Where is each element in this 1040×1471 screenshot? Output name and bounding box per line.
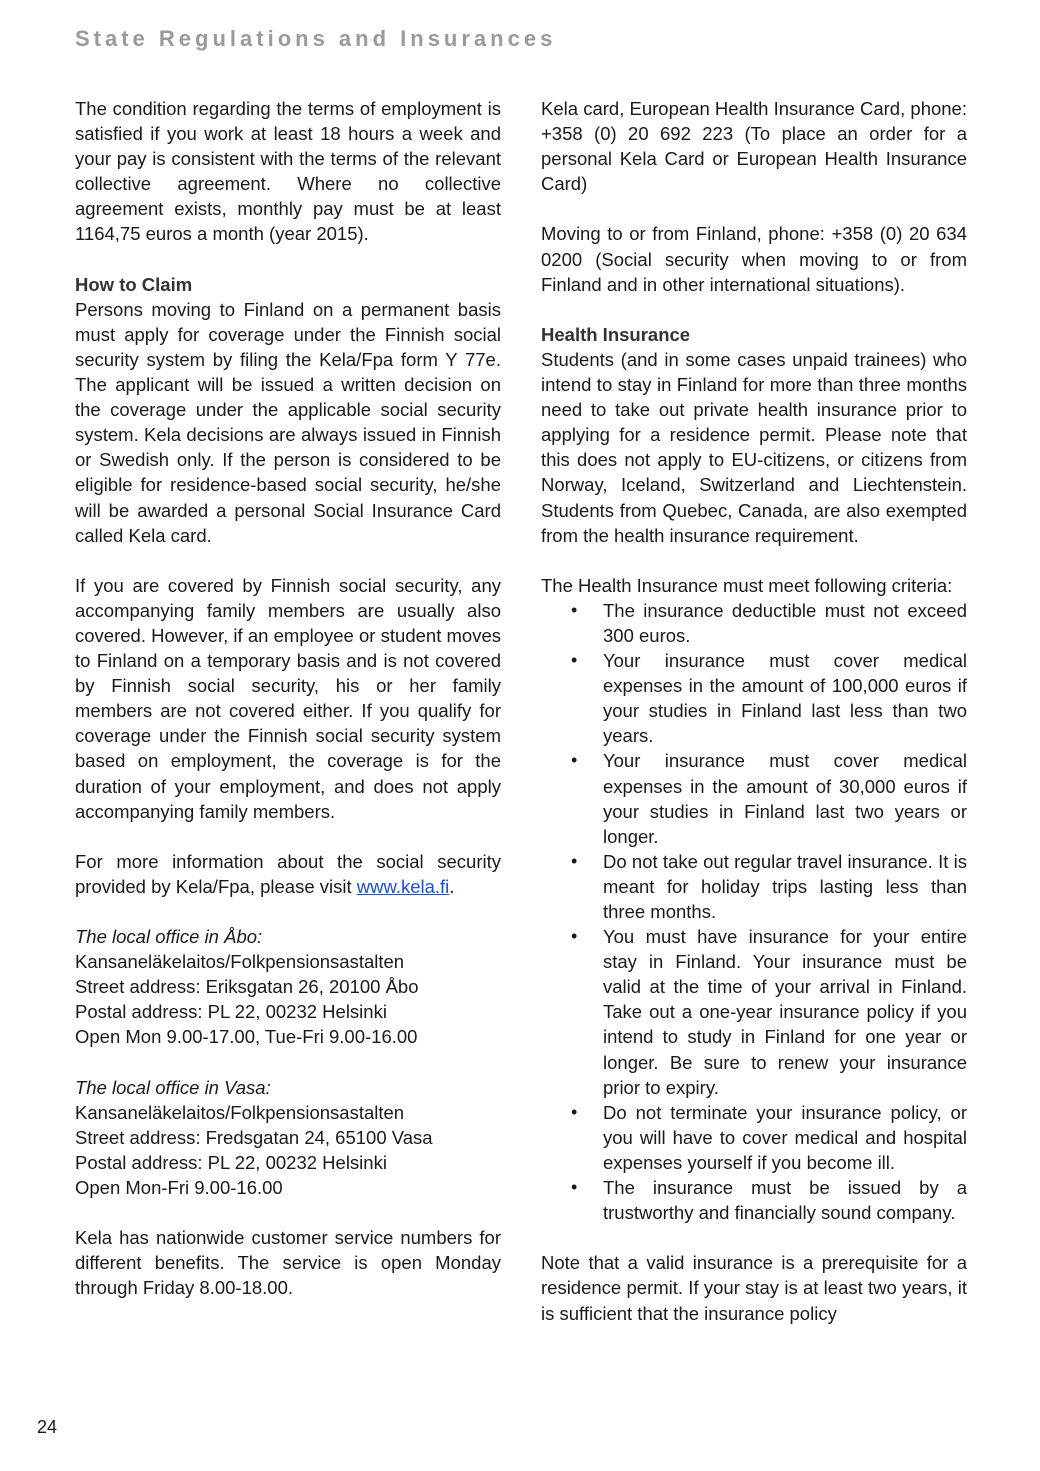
list-item — [541, 598, 967, 648]
right-column — [541, 96, 967, 1351]
criteria-item-text: The insurance deductible must not exceed 300 euros. — [603, 599, 967, 646]
office-abo-block — [75, 924, 501, 1049]
list-item — [541, 748, 967, 848]
office-vasa-name: Kansaneläkelaitos/Folkpensionsastalten — [75, 1101, 405, 1123]
criteria-item-text: You must have insurance for your entire stay in Finland. Your insurance must be valid at the time of your arrival in Finland. Take out a one-year insurance policy if you intend to study in Finland for one year or longer. Be sure to renew your insurance prior to expiry. — [603, 926, 967, 1098]
note-paragraph: Note that a valid insurance is a prerequisite for a residence permit. If your stay is at least two years, it is sufficient that the insurance policy — [541, 1252, 967, 1324]
criteria-item-text: The insurance must be issued by a trustworthy and financially sound company. — [603, 1177, 967, 1224]
service-paragraph: Kela has nationwide customer service numbers for different benefits. The service is open Monday through Friday 8.00-18.00. — [75, 1227, 501, 1299]
office-vasa-hours: Open Mon-Fri 9.00-16.00 — [75, 1177, 283, 1199]
kela-website-link[interactable]: www.kela.fi — [356, 875, 450, 897]
office-vasa-block — [75, 1075, 501, 1200]
list-item — [541, 849, 967, 924]
bullet-icon: • — [571, 926, 578, 947]
kela-card-paragraph: Kela card, European Health Insurance Card, phone: +358 (0) 20 692 223 (To place an order for a personal Kela Card or European Health Insurance Card) — [541, 98, 967, 195]
more-info-period: . — [449, 875, 455, 897]
bullet-icon: • — [571, 750, 578, 771]
office-abo-street: Street address: Eriksgatan 26, 20100 Åbo — [75, 976, 419, 998]
office-vasa-title: The local office in Vasa: — [75, 1076, 271, 1098]
how-to-claim-section — [75, 272, 501, 297]
list-item — [541, 924, 967, 1100]
bullet-icon: • — [571, 850, 578, 871]
criteria-intro: The Health Insurance must meet following criteria: — [541, 574, 953, 596]
employment-paragraph: The condition regarding the terms of employment is satisfied if you work at least 18 hours a week and your pay is consistent with the terms of the relevant collective agreement. Where no collective agreement exists, monthly pay must be at least 1164,75 euros a month (year 2015). — [75, 98, 501, 245]
office-abo-hours: Open Mon 9.00-17.00, Tue-Fri 9.00-16.00 — [75, 1026, 418, 1048]
office-abo-title: The local office in Åbo: — [75, 926, 263, 948]
office-abo-name: Kansaneläkelaitos/Folkpensionsastalten — [75, 951, 405, 973]
list-item — [541, 1175, 967, 1225]
office-abo-postal: Postal address: PL 22, 00232 Helsinki — [75, 1001, 387, 1023]
page-header-title: State Regulations and Insurances — [75, 26, 557, 51]
family-paragraph: If you are covered by Finnish social security, any accompanying family members are usually also covered. However, if an employee or student moves to Finland on a temporary basis and is not covered by Finnish social security, his or her family members are not covered either. If you qualify for coverage under the Finnish social security system based on employment, the coverage is for the duration of your employment, and does not apply accompanying family members. — [75, 574, 501, 822]
left-column — [75, 96, 501, 1326]
criteria-item-text: Your insurance must cover medical expenses in the amount of 30,000 euros if your studies in Finland last two years or longer. — [603, 750, 967, 847]
criteria-item-text: Do not take out regular travel insurance. It is meant for holiday trips lasting less than three months. — [603, 850, 967, 922]
health-insurance-heading: Health Insurance — [541, 323, 691, 345]
more-info-text: For more information about the social security provided by Kela/Fpa, please visit — [75, 850, 501, 897]
how-to-claim-heading: How to Claim — [75, 273, 193, 295]
moving-paragraph: Moving to or from Finland, phone: +358 (0) 20 634 0200 (Social security when moving to or from Finland and in other international situations). — [541, 223, 967, 295]
list-item — [541, 1100, 967, 1175]
bullet-icon: • — [571, 599, 578, 620]
health-insurance-paragraph: Students (and in some cases unpaid trainees) who intend to stay in Finland for more than three months need to take out private health insurance prior to applying for a residence permit. Please note that this does not apply to EU-citizens, or citizens from Norway, Iceland, Switzerland and Liechtenstein. Students from Quebec, Canada, are also exempted from the health insurance requirement. — [541, 348, 967, 546]
page-number: 24 — [37, 1417, 58, 1437]
list-item — [541, 648, 967, 748]
bullet-icon: • — [571, 650, 578, 671]
health-insurance-section — [541, 322, 967, 347]
criteria-list — [541, 598, 967, 1225]
office-vasa-postal: Postal address: PL 22, 00232 Helsinki — [75, 1151, 387, 1173]
bullet-icon: • — [571, 1177, 578, 1198]
more-info-paragraph — [75, 849, 501, 899]
how-to-claim-paragraph: Persons moving to Finland on a permanent basis must apply for coverage under the Finnish social security system by filing the Kela/Fpa form Y 77e. The applicant will be issued a written decision on the coverage under the applicable social security system. Kela decisions are always issued in Finnish or Swedish only. If the person is considered to be eligible for residence-based social security, he/she will be awarded a personal Social Insurance Card called Kela card. — [75, 298, 501, 546]
criteria-item-text: Your insurance must cover medical expenses in the amount of 100,000 euros if your studies in Finland last less than two years. — [603, 650, 967, 747]
office-vasa-street: Street address: Fredsgatan 24, 65100 Vasa — [75, 1126, 433, 1148]
criteria-item-text: Do not terminate your insurance policy, or you will have to cover medical and hospital expenses yourself if you become ill. — [603, 1101, 967, 1173]
bullet-icon: • — [571, 1101, 578, 1122]
